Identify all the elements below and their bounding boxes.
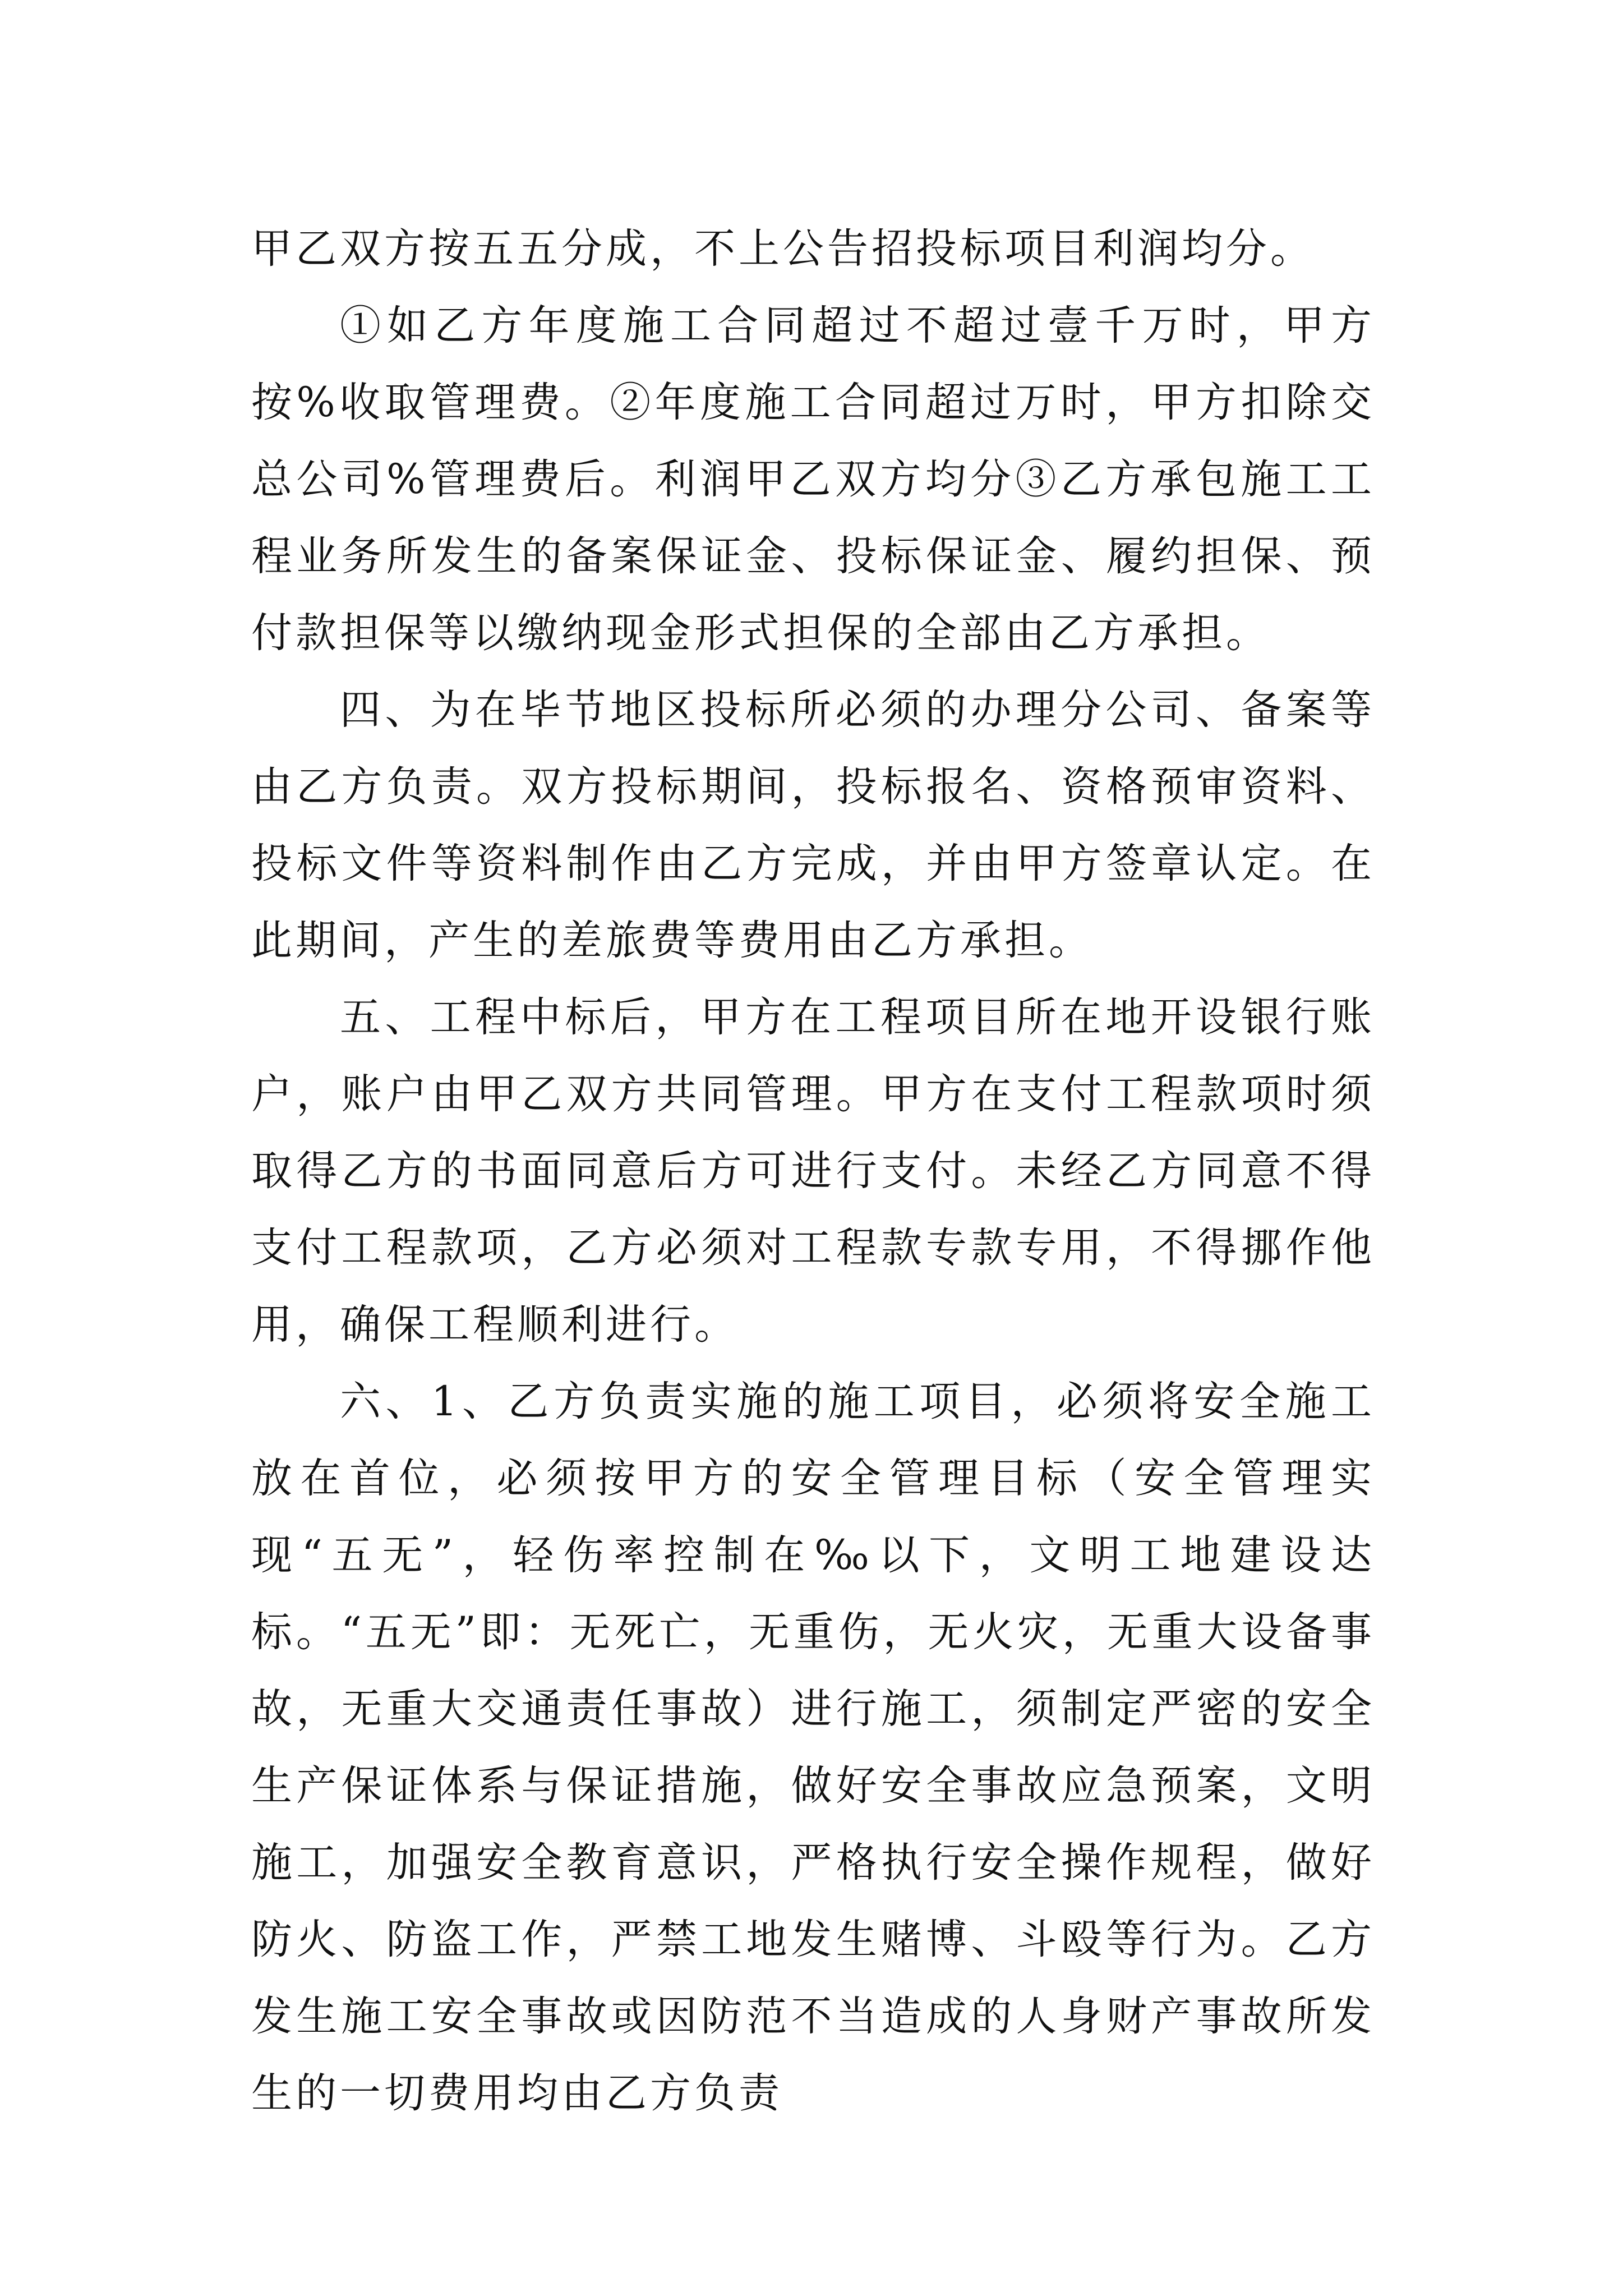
paragraph-profit-split: 甲乙双方按五五分成，不上公告招投标项目利润均分。 <box>251 225 1315 273</box>
paragraph-section-6: 六、1、乙方负责实施的施工项目，必须将安全施工放在首位，必须按甲方的安全管理目标（安全管理实现“五无”，轻伤率控制在‰以下，文明工地建设达标。“五无”即：无死亡，无重伤，无火灾，无重大设备事故，无重大交通责任事故）进行施工，须制定严密的安全生产保证体系与保证措施，做好安全事故应急预案，文明施工，加强安全教育意识，严格执行安全操作规程，做好防火、防盗工作，严禁工地发生赌博、斗殴等行为。乙方发生施工安全事故或因防范不当造成的人身财产事故所发生的一切费用均由乙方负责 <box>251 1378 1375 2117</box>
paragraph-section-5: 五、工程中标后，甲方在工程项目所在地开设银行账户，账户由甲乙双方共同管理。甲方在支付工程款项时须取得乙方的书面同意后方可进行支付。未经乙方同意不得支付工程款项，乙方必须对工程款专款专用，不得挪作他用，确保工程顺利进行。 <box>251 993 1375 1349</box>
paragraph-management-fee: ①如乙方年度施工合同超过不超过壹千万时，甲方按%收取管理费。②年度施工合同超过万时，甲方扣除交总公司%管理费后。利润甲乙双方均分③乙方承包施工工程业务所发生的备案保证金、投标保证金、履约担保、预付款担保等以缴纳现金形式担保的全部由乙方承担。 <box>251 302 1375 657</box>
document-body <box>251 210 1375 2132</box>
paragraph-section-4: 四、为在毕节地区投标所必须的办理分公司、备案等由乙方负责。双方投标期间，投标报名、资格预审资料、投标文件等资料制作由乙方完成，并由甲方签章认定。在此期间，产生的差旅费等费用由乙方承担。 <box>251 686 1375 964</box>
